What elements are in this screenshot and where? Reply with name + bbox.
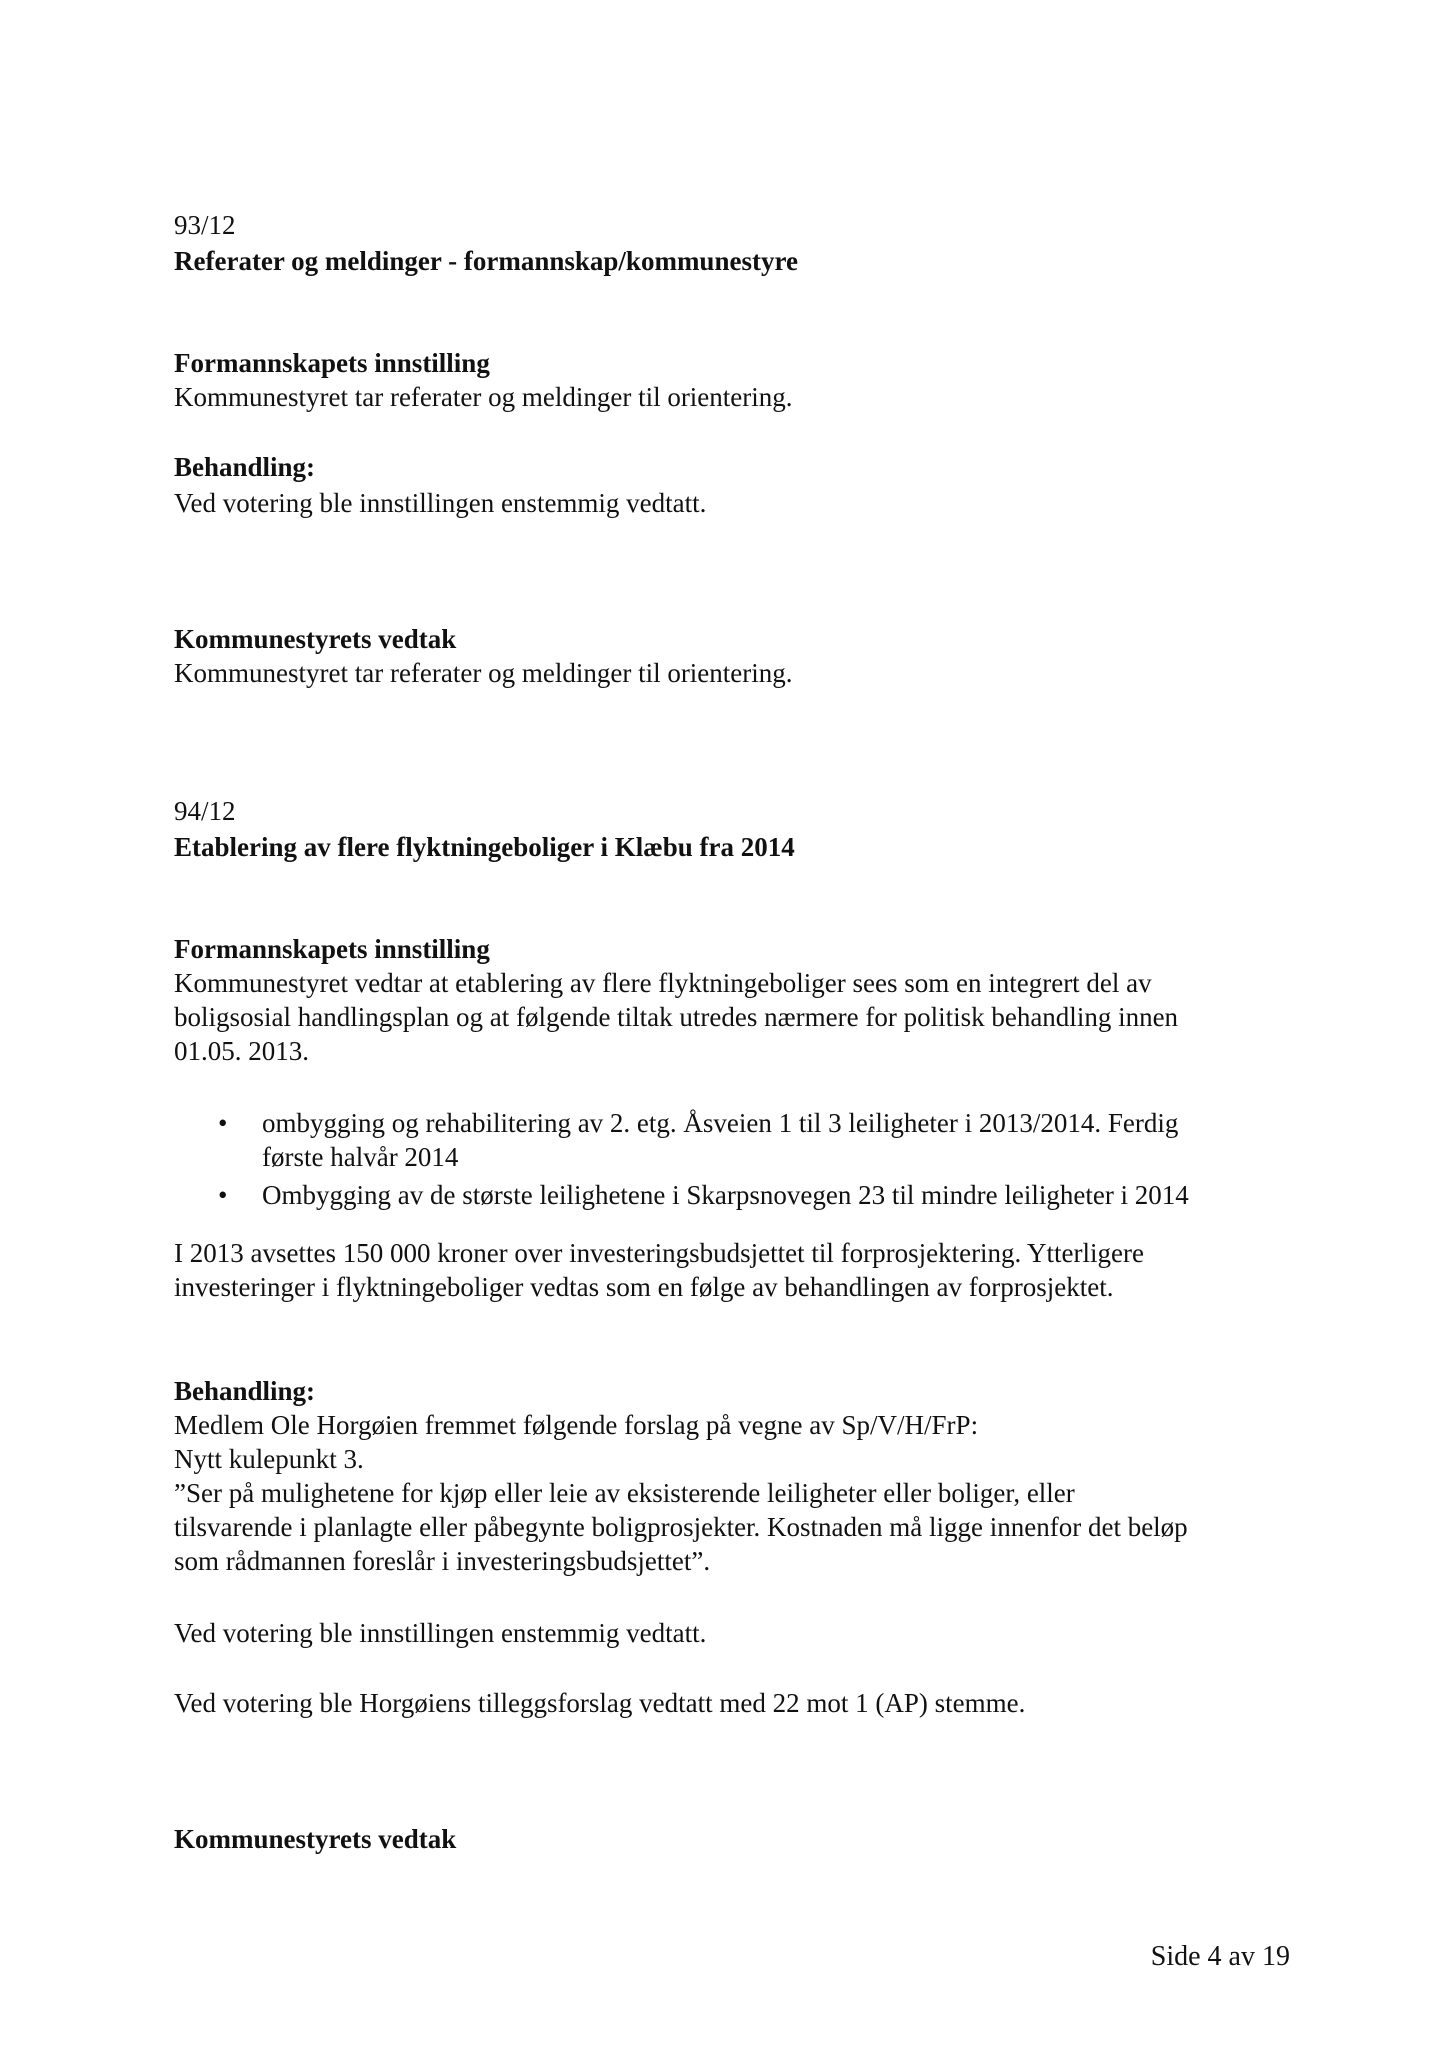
vedtak-heading: Kommunestyrets vedtak bbox=[174, 1824, 457, 1854]
behandling-paragraph bbox=[174, 1408, 1324, 1578]
text-line: som rådmannen foreslår i investeringsbudsjettet”. bbox=[174, 1546, 711, 1576]
bullet-line: ombygging og rehabilitering av 2. etg. Åsveien 1 til 3 leiligheter i 2013/2014. Ferdig bbox=[262, 1108, 1179, 1138]
bullet-icon: • bbox=[218, 1180, 228, 1210]
case-number: 93/12 bbox=[174, 210, 236, 240]
behandling-heading: Behandling: bbox=[174, 452, 316, 482]
case-title: Etablering av flere flyktningeboliger i Klæbu fra 2014 bbox=[174, 832, 795, 862]
text-line: ”Ser på mulighetene for kjøp eller leie av eksisterende leiligheter eller boliger, eller bbox=[174, 1478, 1075, 1508]
bullet-line: første halvår 2014 bbox=[262, 1142, 459, 1172]
innstilling-paragraph bbox=[174, 966, 1324, 1068]
bullet-line: Ombygging av de største leilighetene i Skarpsnovegen 23 til mindre leiligheter i 2014 bbox=[262, 1180, 1189, 1210]
bullet-list bbox=[174, 1106, 1324, 1212]
bullet-icon: • bbox=[218, 1108, 228, 1138]
text-line: 01.05. 2013. bbox=[174, 1036, 309, 1066]
list-item bbox=[174, 1178, 1324, 1212]
innstilling-text: Kommunestyret tar referater og meldinger til orientering. bbox=[174, 382, 793, 412]
budget-paragraph bbox=[174, 1236, 1324, 1304]
votering-text: Ved votering ble Horgøiens tilleggsforslag vedtatt med 22 mot 1 (AP) stemme. bbox=[174, 1688, 1026, 1718]
text-line: I 2013 avsettes 150 000 kroner over investeringsbudsjettet til forprosjektering. Ytterligere bbox=[174, 1238, 1144, 1268]
votering-text: Ved votering ble innstillingen enstemmig vedtatt. bbox=[174, 1618, 707, 1648]
text-line: boligsosial handlingsplan og at følgende tiltak utredes nærmere for politisk behandling innen bbox=[174, 1002, 1179, 1032]
text-line: Medlem Ole Horgøien fremmet følgende forslag på vegne av Sp/V/H/FrP: bbox=[174, 1410, 979, 1440]
page-number: Side 4 av 19 bbox=[1150, 1941, 1290, 1972]
text-line: investeringer i flyktningeboliger vedtas som en følge av behandlingen av forprosjektet. bbox=[174, 1272, 1114, 1302]
behandling-heading: Behandling: bbox=[174, 1376, 316, 1406]
case-number: 94/12 bbox=[174, 796, 236, 826]
text-line: Nytt kulepunkt 3. bbox=[174, 1444, 364, 1474]
behandling-text: Ved votering ble innstillingen enstemmig vedtatt. bbox=[174, 488, 707, 518]
vedtak-heading: Kommunestyrets vedtak bbox=[174, 624, 457, 654]
list-item bbox=[174, 1106, 1324, 1174]
innstilling-heading: Formannskapets innstilling bbox=[174, 348, 490, 378]
innstilling-heading: Formannskapets innstilling bbox=[174, 934, 490, 964]
text-line: Kommunestyret vedtar at etablering av flere flyktningeboliger sees som en integrert del av bbox=[174, 968, 1152, 998]
text-line: tilsvarende i planlagte eller påbegynte boligprosjekter. Kostnaden må ligge innenfor det beløp bbox=[174, 1512, 1188, 1542]
vedtak-text: Kommunestyret tar referater og meldinger til orientering. bbox=[174, 658, 793, 688]
case-title: Referater og meldinger - formannskap/kommunestyre bbox=[174, 246, 798, 276]
